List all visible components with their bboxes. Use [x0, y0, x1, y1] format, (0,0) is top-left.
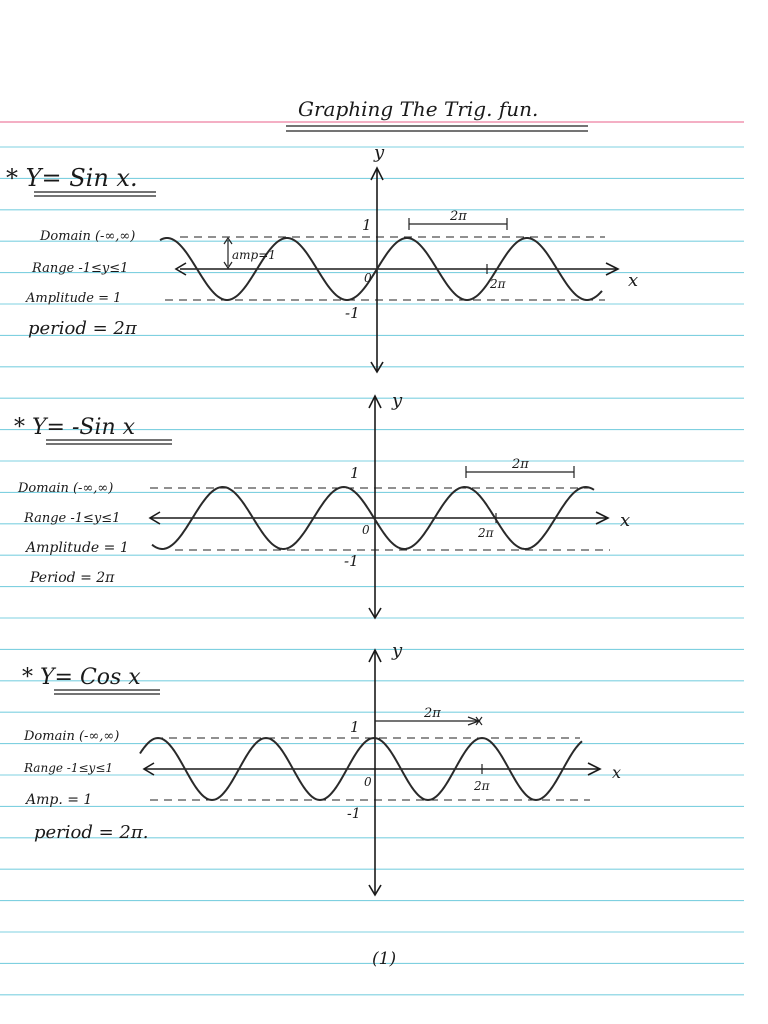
- range-text: Range -1≤y≤1: [24, 761, 114, 775]
- tick-label-minus-1: -1: [344, 552, 359, 570]
- period-text: period = 2π: [28, 318, 137, 339]
- x-axis-label: x: [628, 270, 639, 291]
- section-heading: * Y= Sin x.: [6, 164, 138, 192]
- amplitude-note: amp=1: [232, 248, 276, 262]
- tick-label-minus-1: -1: [345, 304, 360, 322]
- period-bracket-label: 2π: [450, 209, 467, 224]
- tick-label-1: 1: [350, 464, 360, 482]
- tick-label-minus-1: -1: [347, 806, 361, 822]
- graph-section-negative-sin: [14, 390, 630, 618]
- y-axis-label: y: [374, 142, 385, 163]
- tick-label-1: 1: [362, 216, 372, 234]
- range-text: Range -1≤y≤1: [32, 261, 129, 276]
- period-bracket-label: 2π: [512, 457, 529, 472]
- range-text: Range -1≤y≤1: [24, 511, 121, 526]
- amplitude-text: Amplitude = 1: [26, 540, 129, 556]
- x-tick-label: 2π: [474, 779, 490, 793]
- page-title: Graphing The Trig. fun.: [298, 97, 539, 121]
- period-text: Period = 2π: [30, 570, 115, 586]
- y-axis-label: y: [392, 390, 403, 411]
- period-text: period = 2π.: [34, 822, 149, 843]
- x-axis-label: x: [612, 763, 622, 782]
- tick-label-1: 1: [350, 718, 360, 736]
- x-tick-label: 2π: [478, 526, 494, 540]
- y-axis-label: y: [392, 640, 403, 661]
- page-number: (1): [372, 949, 397, 969]
- origin-label: 0: [362, 523, 370, 537]
- origin-label: 0: [364, 271, 372, 285]
- x-tick-label: 2π: [490, 277, 506, 291]
- amplitude-text: Amplitude = 1: [26, 291, 122, 306]
- domain-text: Domain (-∞,∞): [40, 229, 136, 244]
- section-heading: * Y= -Sin x: [14, 415, 136, 440]
- amplitude-text: Amp. = 1: [26, 792, 93, 808]
- origin-label: 0: [364, 775, 372, 789]
- graph-section-sin: [6, 142, 638, 372]
- period-bracket-label: 2π: [424, 706, 441, 721]
- domain-text: Domain (-∞,∞): [18, 481, 114, 496]
- domain-text: Domain (-∞,∞): [24, 729, 120, 744]
- graph-section-cos: [22, 640, 621, 895]
- section-heading: * Y= Cos x: [22, 665, 141, 690]
- x-axis-label: x: [620, 510, 631, 531]
